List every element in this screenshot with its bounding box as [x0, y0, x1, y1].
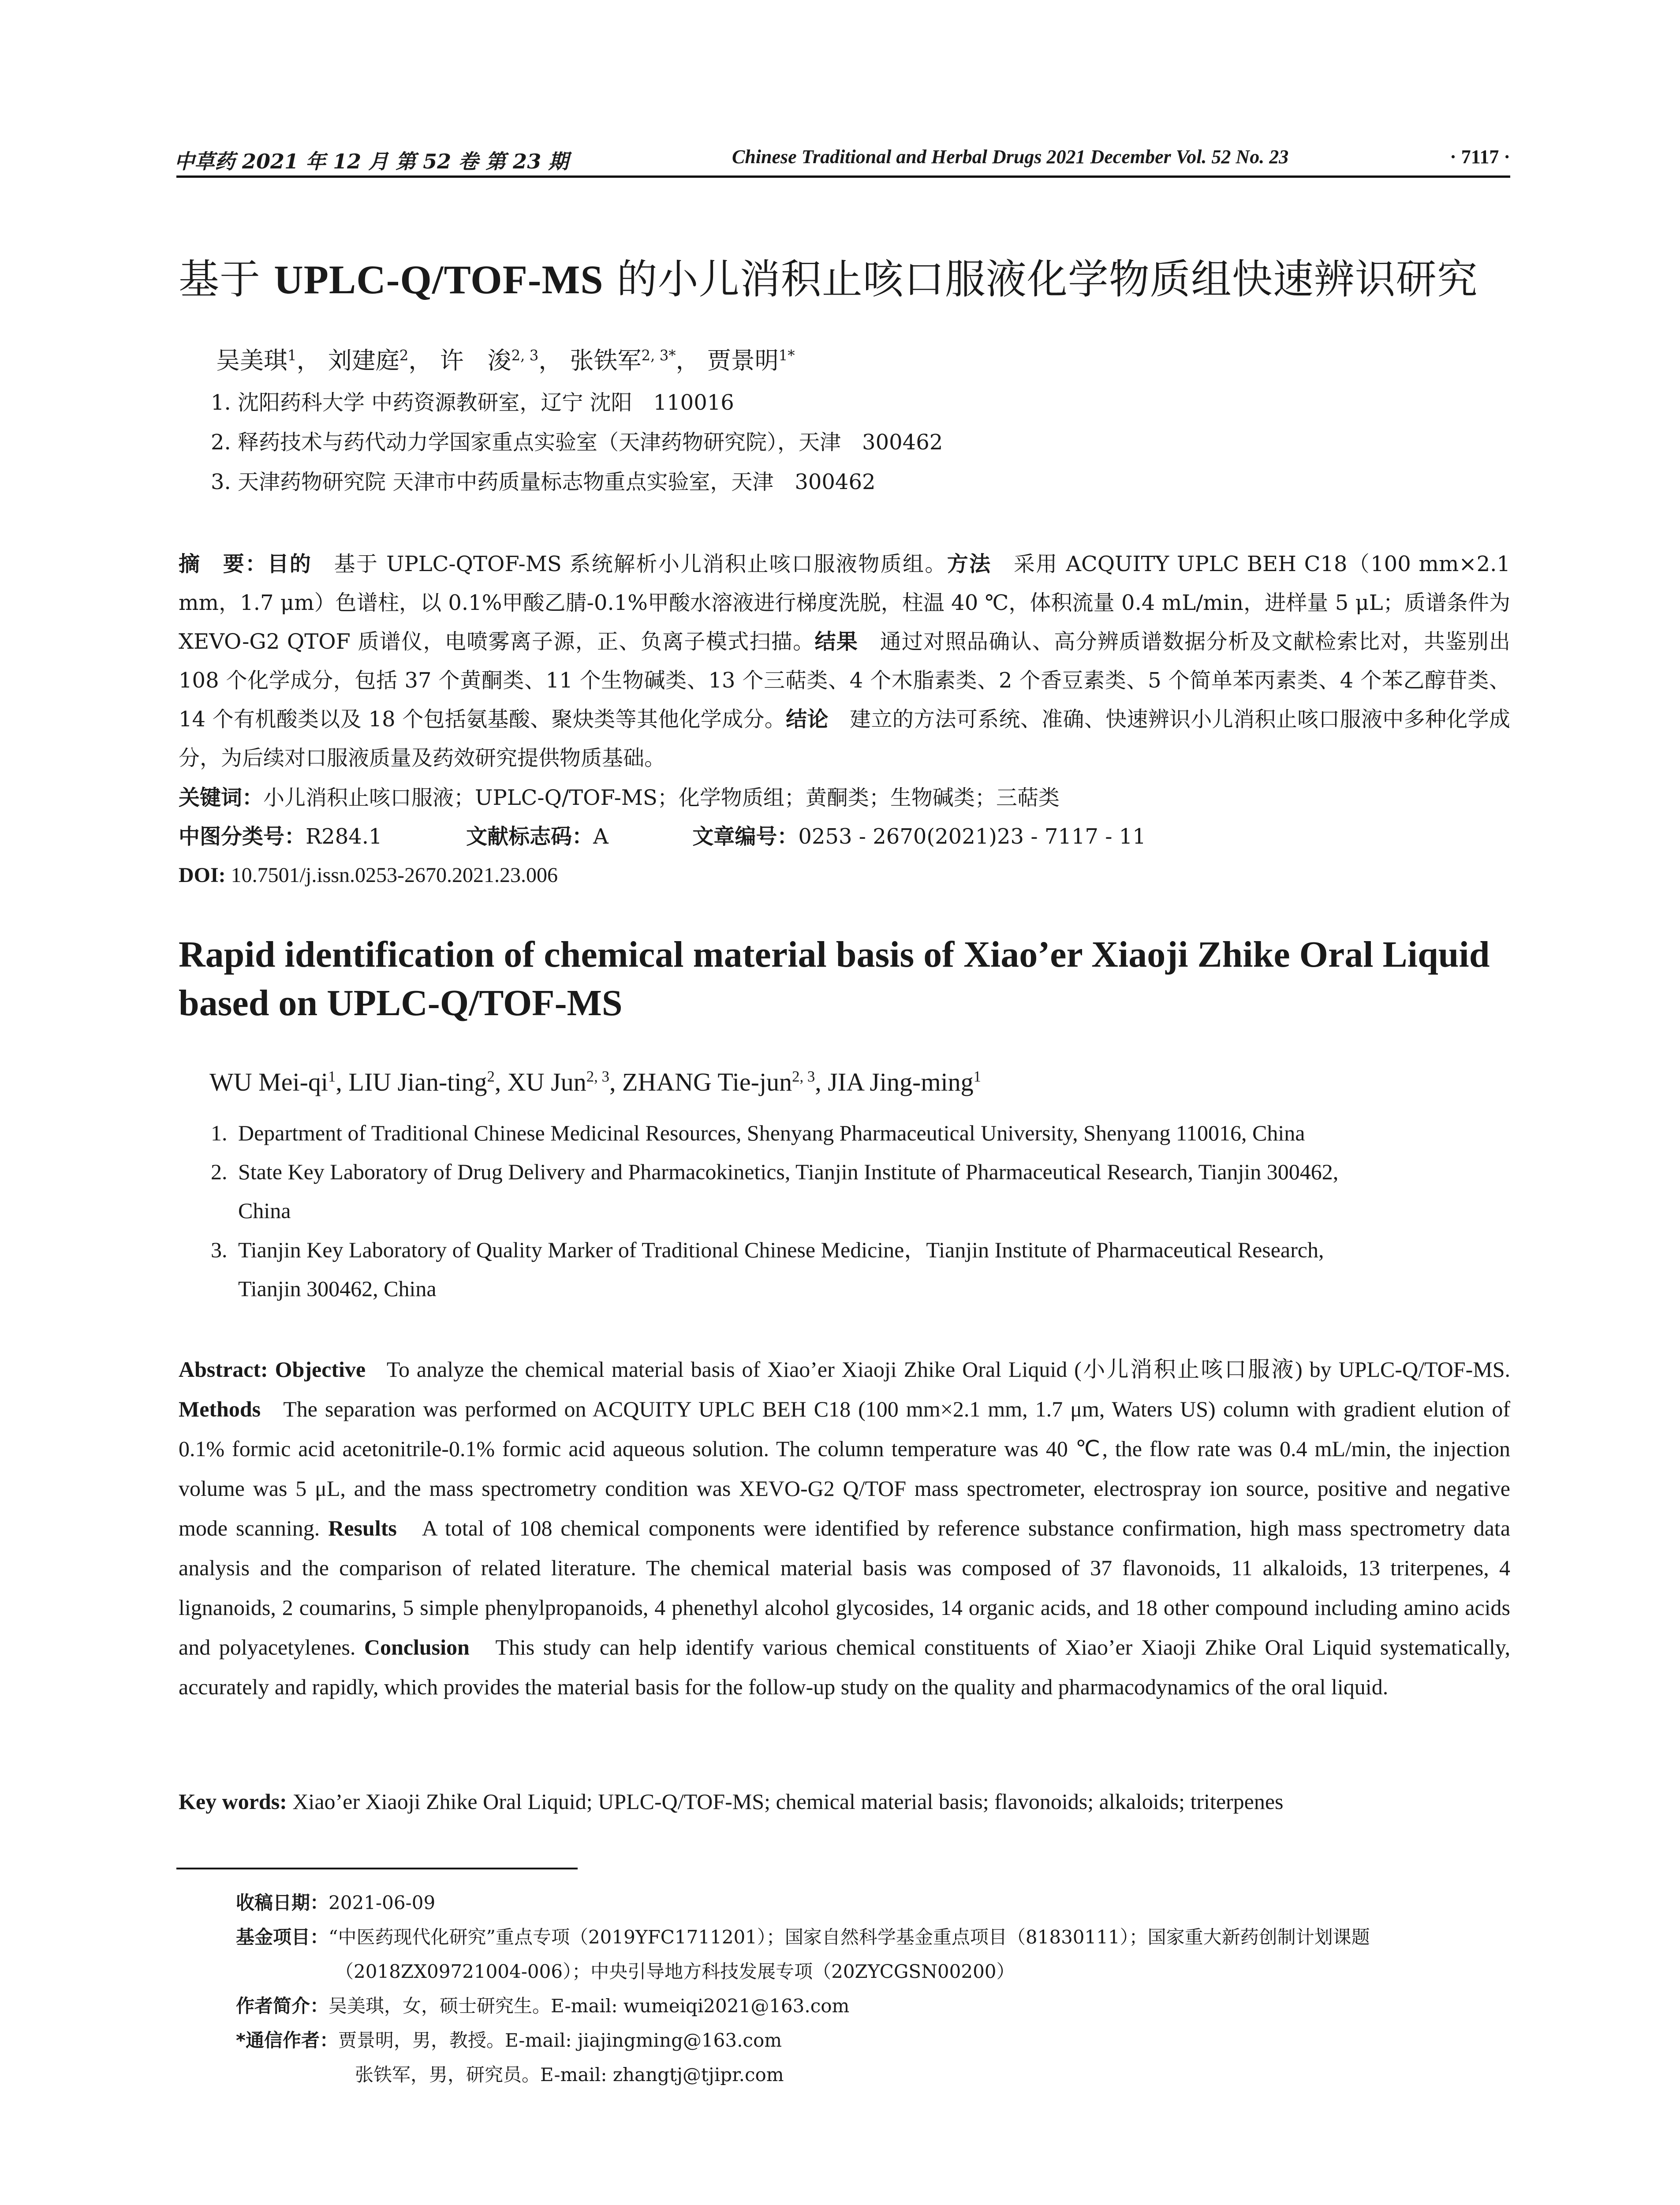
- author-name: 吴美琪: [216, 347, 287, 374]
- abstract-en: [179, 1349, 1510, 1707]
- abstract-en-label: Abstract:: [179, 1357, 268, 1382]
- abstract-cn-label: 摘 要：: [179, 552, 268, 576]
- keywords-cn-label: 关键词：: [179, 785, 264, 810]
- objective-label: 目的: [267, 552, 312, 576]
- results-text-en: A total of 108 chemical components were identified by reference substance confirmation, high mass spectrometry data analysis and the comparison of related literature. The chemical material basis was composed of 37 flavonoids, 11 alkaloids, 13 triterpenes, 4 lignanoids, 2 coumarins, 5 simple phenylpropanoids, 4 phenethyl alcohol glycosides, 14 organic acids, and 18 other compound including amino acids and polyacetylenes.: [179, 1516, 1511, 1659]
- author-name: WU Mei-qi: [209, 1068, 328, 1096]
- paper-title-cn: 基于 UPLC-Q/TOF-MS 的小儿消积止咳口服液化学物质组快速辨识研究: [179, 256, 1478, 303]
- objective-text: 基于 UPLC-QTOF-MS 系统解析小儿消积止咳口服液物质组。: [334, 552, 947, 576]
- author-name: 贾景明: [707, 347, 779, 374]
- keywords-cn: [179, 778, 1510, 817]
- methods-text: 采用 ACQUITY UPLC BEH C18（100 mm×2.1 mm，1.7 μm）色谱柱，以 0.1%甲酸乙腈-0.1%甲酸水溶液进行梯度洗脱，柱温 40 ℃，体积流量 0.4 mL/min，进样量 5 μL；质谱条件为 XEVO-G2 QTOF 质谱仪，电喷雾离子源，正、负离子模式扫描。: [179, 552, 1510, 654]
- objective-label-en: Objective: [275, 1357, 366, 1382]
- clc-number: R284.1: [306, 824, 382, 849]
- keywords-en: [179, 1782, 1510, 1821]
- methods-text-en: The separation was performed on ACQUITY UPLC BEH C18 (100 mm×2.1 mm, 1.7 μm, Waters US) column with gradient elution of 0.1% formic acid acetonitrile-0.1% formic acid aqueous solution. The column temperature was 40 ℃, the flow rate was 0.4 mL/min, the injection volume was 5 μL, and the mass spectrometry condition was XEVO-G2 Q/TOF mass spectrometer, electrospray ion source, positive and negative mode scanning.: [179, 1397, 1511, 1540]
- author-list-en: WU Mei-$qi^1$, LIU Jian-ting$^2$, XU Jun$^{2, 3}$, ZHANG Tie-jun$^{2, 3}$, JIA Jing-ming$^1$: [209, 1068, 981, 1096]
- author-name: LIU Jian-ting: [348, 1068, 487, 1096]
- conclusion-label-en: Conclusion: [364, 1635, 470, 1659]
- author-name: ZHANG Tie-jun: [622, 1068, 792, 1096]
- footnote-fund: 基金项目：“中医药现代化研究”重点专项（2019YFC1711201）；国家自然科学基金重点项目（81830111）；国家重大新药创制计划课题: [236, 1926, 1370, 1948]
- objective-text-en: To analyze the chemical material basis of Xiao’er Xiaoji Zhike Oral Liquid (小儿消积止咳口服液) by UPLC-Q/TOF-MS.: [386, 1357, 1511, 1382]
- author-name: JIA Jing-ming: [828, 1068, 974, 1096]
- doi-line: [179, 856, 1510, 895]
- doi-label: DOI:: [179, 863, 226, 887]
- footnote-fund-cont: （2018ZX09721004-006）；中央引导地方科技发展专项（20ZYCGSN00200）: [335, 1961, 1015, 1982]
- methods-label: 方法: [947, 552, 992, 576]
- affiliation-cn-1: 1. 沈阳药科大学 中药资源教研室，辽宁 沈阳 110016: [211, 390, 734, 415]
- author-name: XU Jun: [507, 1068, 586, 1096]
- keywords-en-text: Xiao’er Xiaoji Zhike Oral Liquid; UPLC-Q/TOF-MS; chemical material basis; flavonoids; alkaloids; triterpenes: [292, 1789, 1284, 1814]
- page-number: · 7117 ·: [1450, 146, 1510, 168]
- doi-value[interactable]: 10.7501/j.issn.0253-2670.2021.23.006: [231, 863, 558, 887]
- methods-label-en: Methods: [179, 1397, 261, 1421]
- abstract-cn: [179, 545, 1510, 777]
- conclusion-text: 建立的方法可系统、准确、快速辨识小儿消积止咳口服液中多种化学成分，为后续对口服液质量及药效研究提供物质基础。: [179, 707, 1510, 770]
- results-text: 通过对照品确认、高分辨质谱数据分析及文献检索比对，共鉴别出 108 个化学成分，包括 37 个黄酮类、11 个生物碱类、13 个三萜类、4 个木脂素类、2 个香豆素类、5 个简单苯丙素类、4 个苯乙醇苷类、14 个有机酸类以及 18 个包括氨基酸、聚炔类等其他化学成分。: [179, 629, 1510, 732]
- keywords-cn-text: 小儿消积止咳口服液；UPLC-Q/TOF-MS；化学物质组；黄酮类；生物碱类；三萜类: [263, 785, 1060, 810]
- footnote-rule: [176, 1868, 578, 1869]
- affiliation-en-1: 1. Department of Traditional Chinese Medicinal Resources, Shenyang Pharmaceutical University, Shenyang 110016, China: [211, 1121, 1305, 1145]
- author-list-cn: 吴美琪$^1$， 刘建庭$^2$， 许 浚$^{2, 3}$， 张铁军$^{2, 3*}$， 贾景明$^{1*}$: [216, 347, 795, 374]
- results-label: 结果: [814, 629, 859, 654]
- classification-line: 中图分类号：R284.1 文献标志码：A 文章编号：0253 - 2670(2021)23 - 7117 - 11: [179, 824, 1146, 849]
- author-name: 张铁军: [570, 347, 642, 374]
- journal-name-en: Chinese Traditional and Herbal Drugs 2021 December Vol. 52 No. 23: [732, 146, 1289, 168]
- conclusion-text-en: This study can help identify various chemical constituents of Xiao’er Xiaoji Zhike Oral Liquid systematically, accurately and rapidly, which provides the material basis for the follow-up study on the quality and pharmacodynamics of the oral liquid.: [179, 1635, 1511, 1699]
- results-label-en: Results: [328, 1516, 397, 1540]
- footnote-bio: 作者简介：吴美琪，女，硕士研究生。E-mail: wumeiqi2021@163.com: [236, 1995, 850, 2017]
- author-name: 许 浚: [440, 347, 511, 374]
- author-name: 刘建庭: [328, 347, 399, 374]
- footnote-corresponding: *通信作者：贾景明，男，教授。E-mail: jiajingming@163.com: [236, 2029, 782, 2051]
- document-code: A: [593, 824, 609, 849]
- affiliation-cn-2: 2. 释药技术与药代动力学国家重点实验室（天津药物研究院），天津 300462: [211, 430, 943, 455]
- conclusion-label: 结论: [786, 707, 829, 732]
- footnote-received: 收稿日期：2021-06-09: [236, 1892, 436, 1913]
- paper-title-en: Rapid identification of chemical material basis of Xiao’er Xiaoji Zhike Oral Liquid based on UPLC-Q/TOF-MS: [179, 934, 1490, 1024]
- affiliation-en-3: 3. Tianjin Key Laboratory of Quality Marker of Traditional Chinese Medicine，Tianjin Institute of Pharmaceutical Research, Tianjin 300462, China: [211, 1237, 1324, 1301]
- affiliation-cn-3: 3. 天津药物研究院 天津市中药质量标志物重点实验室，天津 300462: [211, 470, 876, 494]
- keywords-en-label: Key words:: [179, 1789, 287, 1814]
- journal-name-cn: 中草药 2021 年 12 月 第 52 卷 第 23 期: [174, 149, 569, 173]
- footnote-corresponding-2: 张铁军，男，研究员。E-mail: zhangtj@tjipr.com: [355, 2064, 784, 2085]
- affiliation-en-2: 2. State Key Laboratory of Drug Delivery and Pharmacokinetics, Tianjin Institute of Pharmaceutical Research, Tianjin 300462, China: [211, 1159, 1339, 1223]
- article-number: 0253 - 2670(2021)23 - 7117 - 11: [798, 824, 1146, 849]
